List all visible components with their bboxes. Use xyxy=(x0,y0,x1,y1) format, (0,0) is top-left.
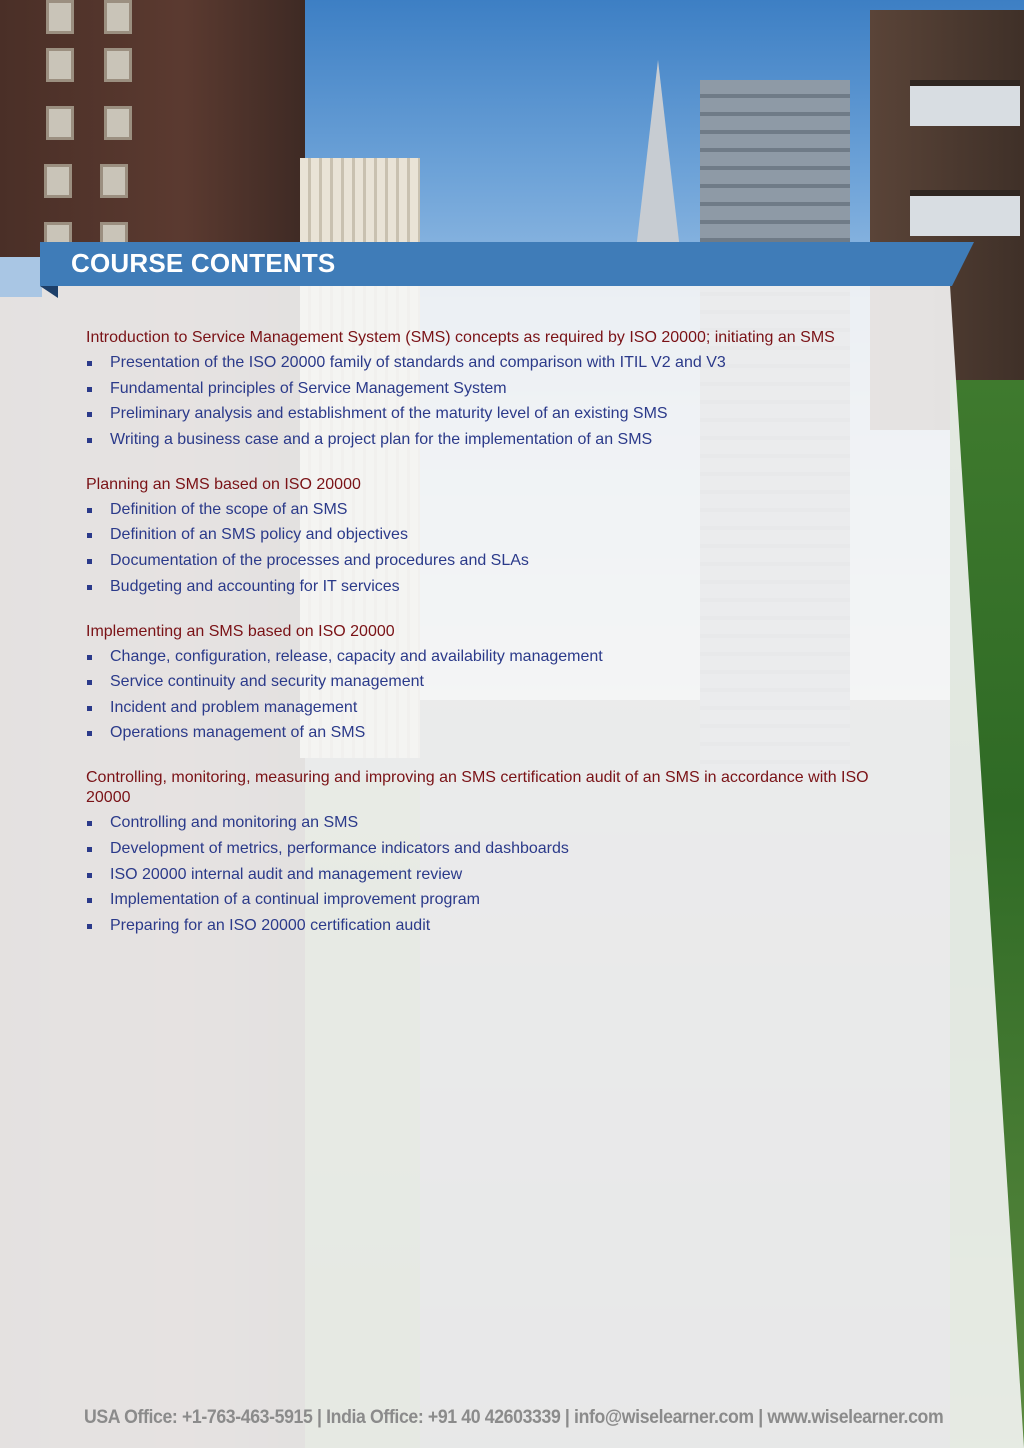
list-item: ISO 20000 internal audit and management review xyxy=(86,865,886,885)
section-items xyxy=(86,353,886,450)
page-title: COURSE CONTENTS xyxy=(71,248,336,278)
list-item: Change, configuration, release, capacity and availability management xyxy=(86,647,886,667)
list-item: Budgeting and accounting for IT services xyxy=(86,577,886,597)
course-contents xyxy=(86,328,886,961)
list-item: Documentation of the processes and procedures and SLAs xyxy=(86,551,886,571)
ribbon-tab xyxy=(0,257,42,297)
section-implementing xyxy=(86,622,886,744)
section-title: Introduction to Service Management System (SMS) concepts as required by ISO 20000; initiating an SMS xyxy=(86,329,835,346)
section-items xyxy=(86,647,886,744)
list-item: Writing a business case and a project plan for the implementation of an SMS xyxy=(86,430,886,450)
list-item: Preliminary analysis and establishment of the maturity level of an existing SMS xyxy=(86,404,886,424)
list-item: Incident and problem management xyxy=(86,698,886,718)
list-item: Definition of the scope of an SMS xyxy=(86,500,886,520)
section-items xyxy=(86,500,886,597)
section-title: Controlling, monitoring, measuring and improving an SMS certification audit of an SMS in accordance with ISO 20000 xyxy=(86,769,869,807)
list-item: Controlling and monitoring an SMS xyxy=(86,813,886,833)
footer-contact: USA Office: +1-763-463-5915 | India Office: +91 40 42603339 | info@wiselearner.com | www.wiselearner.com xyxy=(84,1407,944,1428)
section-planning xyxy=(86,475,886,597)
chrysler-spire xyxy=(636,60,680,250)
list-item: Definition of an SMS policy and objectives xyxy=(86,525,886,545)
list-item: Implementation of a continual improvement program xyxy=(86,890,886,910)
section-items xyxy=(86,813,886,935)
list-item: Service continuity and security management xyxy=(86,672,886,692)
list-item: Preparing for an ISO 20000 certification audit xyxy=(86,916,886,936)
section-controlling xyxy=(86,768,886,935)
section-introduction xyxy=(86,328,886,450)
list-item: Operations management of an SMS xyxy=(86,723,886,743)
section-title: Planning an SMS based on ISO 20000 xyxy=(86,475,361,493)
list-item: Presentation of the ISO 20000 family of standards and comparison with ITIL V2 and V3 xyxy=(86,353,886,373)
list-item: Development of metrics, performance indicators and dashboards xyxy=(86,839,886,859)
section-title: Implementing an SMS based on ISO 20000 xyxy=(86,622,395,640)
ribbon-fold xyxy=(40,286,58,298)
list-item: Fundamental principles of Service Management System xyxy=(86,379,886,399)
